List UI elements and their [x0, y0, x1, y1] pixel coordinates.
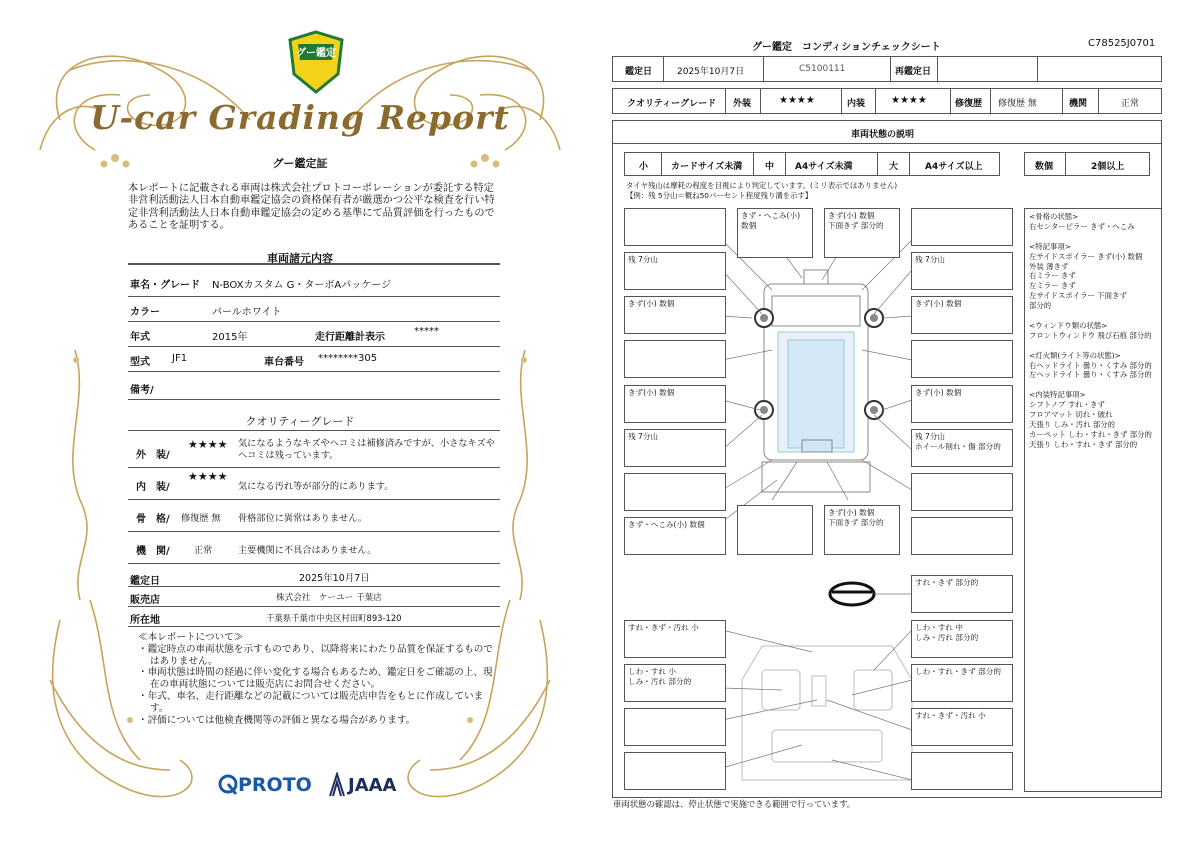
- damage-box-right-2: 残 7分山: [911, 252, 1013, 290]
- jaaa-logo-text: JAAA: [348, 775, 397, 796]
- damage-box-right-3: きず(小) 数個: [911, 296, 1013, 334]
- goo-emblem-icon: [286, 30, 346, 94]
- engine-value: 正常: [1121, 99, 1140, 109]
- tire-note: タイヤ残山は摩耗の程度を目視により判定しています。(ミリ表示ではありません): [626, 181, 898, 190]
- damage-text: しみ・汚れ 部分的: [915, 633, 979, 642]
- spec-row-name: [128, 272, 500, 297]
- remark-line: 左サイドスポイラー きず(小) 数個: [1029, 251, 1143, 261]
- size-small-desc: カードサイズ未満: [671, 162, 743, 172]
- interior-box-left-4: [624, 752, 726, 790]
- interior-box-right-2: [911, 620, 1013, 658]
- spec-row-model: [128, 347, 500, 372]
- certificate-intro: 本レポートに記載される車両は株式会社プロトコーポレーションが委託する特定非営利活動法人日本自動車鑑定協会の資格保有者が厳選かつ公平な検査を行い特定非営利活動法人日本自動車鑑定協会の定める基準にて品質評価を行ったものであることを証明する。: [128, 183, 495, 232]
- interior-box-right-5: [911, 752, 1013, 790]
- damage-box-top-2: [824, 208, 900, 258]
- emblem-label: グー鑑定: [296, 48, 336, 59]
- date-label: 鑑定日: [130, 576, 160, 587]
- remark-line: [1029, 380, 1157, 390]
- damage-text: きず(小) 数個: [828, 508, 875, 517]
- exterior-label: 外 装/: [136, 450, 170, 461]
- remark-line: 左ヘッドライト 曇り・くすみ 部分的: [1029, 370, 1152, 380]
- inspection-date-row: [612, 56, 1162, 82]
- damage-text: しみ・汚れ 部分的: [628, 677, 692, 686]
- note-item: ・車両状態は時間の経過に伴い変化する場合もあるため、鑑定日をご確認の上、現在の車両状態については販売店にお問合せください。: [138, 667, 493, 691]
- damage-box-top-1: きず・へこみ(小) 数個: [737, 208, 813, 258]
- remark-line: <内装特記事項>: [1029, 390, 1086, 400]
- remark-line: フロントウィンドウ 飛び石痕 部分的: [1029, 330, 1152, 340]
- damage-box-right-4: [911, 340, 1013, 378]
- model-label: 型式: [130, 357, 150, 368]
- jaaa-logo-icon: [328, 772, 346, 798]
- condition-heading-bar: [612, 120, 1162, 144]
- interior-box-left-3: [624, 708, 726, 746]
- sheet-id: C5100111: [799, 64, 846, 74]
- sheet-footer: 車両状態の確認は、停止状態で実施できる範囲で行っています。: [613, 799, 856, 809]
- color-label: カラー: [130, 307, 160, 318]
- damage-text: 残 7分山: [915, 432, 946, 441]
- sheet-code: C78525J0701: [1088, 38, 1156, 49]
- interior-box-left-2: [624, 664, 726, 702]
- remark-line: <骨格の状態>: [1029, 212, 1079, 221]
- interior-box-right-1: すれ・きず 部分的: [911, 575, 1013, 613]
- spec-row-color: [128, 297, 500, 322]
- remark-line: 外装 薄きず: [1029, 261, 1069, 271]
- report-notes: [138, 632, 498, 726]
- frame-label: 骨 格/: [136, 514, 170, 525]
- exterior-text: 気になるようなキズやヘコミは補修済みですが、小さなキズやヘコミは残っています。: [238, 438, 495, 461]
- size-legend: [624, 152, 1000, 176]
- interior-box-right-3: しわ・すれ・きず 部分的: [911, 664, 1013, 702]
- damage-box-left-2: 残 7分山: [624, 252, 726, 290]
- damage-text: きず(小) 数個: [828, 211, 875, 220]
- damage-box-left-7: [624, 473, 726, 511]
- exterior-label: 外装: [733, 99, 752, 109]
- year-label: 年式: [130, 332, 150, 343]
- remark-line: 右ミラー きず: [1029, 271, 1076, 281]
- damage-box-bottom-3: [911, 517, 1013, 555]
- proto-logo-text: PROTO: [238, 774, 312, 796]
- date-value: 2025年10月7日: [677, 67, 745, 77]
- mileage-label: 走行距離計表示: [315, 332, 385, 343]
- remarks-label: 備考/: [130, 385, 154, 396]
- damage-text: 下面きず 部分的: [828, 221, 884, 230]
- interior-stars: ★★★★: [891, 95, 927, 106]
- interior-stars: ★★★★: [188, 470, 228, 483]
- grade-row-interior: [128, 468, 500, 500]
- size-medium: 中: [765, 162, 775, 172]
- size-medium-desc: A4サイズ未満: [795, 162, 853, 172]
- repair-value: 修復歴 無: [998, 99, 1037, 109]
- info-row-date: [128, 566, 500, 587]
- damage-box-left-6: 残 7分山: [624, 429, 726, 467]
- remark-line: [1029, 232, 1157, 242]
- frame-value: 修復歴 無: [181, 513, 221, 524]
- damage-box-right-6: [911, 429, 1013, 467]
- remark-line: 右ヘッドライト 曇り・くすみ 部分的: [1029, 360, 1152, 370]
- exterior-stars: ★★★★: [779, 95, 815, 106]
- size-large-desc: A4サイズ以上: [925, 162, 983, 172]
- chassis-value: ********305: [318, 353, 378, 364]
- damage-text: しわ・すれ 小: [628, 667, 676, 676]
- condition-heading: 車両状態の説明: [851, 130, 915, 140]
- damage-box-bottom-2: [824, 505, 900, 555]
- remark-line: 部分的: [1029, 301, 1052, 311]
- engine-value: 正常: [194, 545, 213, 556]
- info-row-shop: [128, 587, 500, 607]
- interior-text: 気になる汚れ等が部分的にあります。: [238, 481, 394, 492]
- tire-note-example: 【例：残 5分山＝概ね50パーセント程度残り溝を示す】: [626, 191, 813, 200]
- count-legend: [1024, 152, 1150, 176]
- remark-line: フロアマット 切れ・破れ: [1029, 410, 1113, 420]
- damage-box-left-3: きず(小) 数個: [624, 296, 726, 334]
- damage-text: ホイール削れ・傷 部分的: [915, 442, 1001, 451]
- remark-line: シフトノブ すれ・きず: [1029, 400, 1105, 410]
- remark-line: <灯火類(ライト等の状態)>: [1029, 350, 1121, 360]
- remark-line: [1029, 341, 1157, 351]
- specs-heading: 車両諸元内容: [267, 252, 333, 265]
- grade-row-engine: [128, 532, 500, 564]
- interior-box-left-1: すれ・きず・汚れ 小: [624, 620, 726, 658]
- name-value: N-BOXカスタム G・ターボAパッケージ: [212, 280, 392, 291]
- address-label: 所在地: [130, 615, 160, 626]
- date-value: 2025年10月7日: [299, 573, 370, 584]
- note-item: ・鑑定時点の車両状態を示すものであり、以降将来にわたり品質を保証するものではありません。: [138, 643, 493, 667]
- exterior-stars: ★★★★: [188, 438, 228, 451]
- remark-line: 右センターピラー きず・へこみ: [1029, 221, 1135, 231]
- damage-box-right-7: [911, 473, 1013, 511]
- info-row-address: [128, 607, 500, 627]
- interior-box-right-4: すれ・きず・汚れ 小: [911, 708, 1013, 746]
- divider: [128, 263, 500, 265]
- quality-label: クオリティーグレード: [627, 99, 717, 109]
- remark-line: 左サイドスポイラー 下面きず: [1029, 291, 1127, 301]
- remark-line: <特記事項>: [1029, 241, 1071, 251]
- reinspect-label: 再鑑定日: [895, 67, 932, 77]
- quality-grade-row: [612, 88, 1162, 114]
- count-label: 数個: [1035, 162, 1054, 172]
- frame-text: 骨格部位に異常はありません。: [238, 513, 368, 524]
- proto-logo-icon: [218, 774, 238, 796]
- count-desc: 2個以上: [1091, 162, 1125, 172]
- engine-text: 主要機関に不具合はありません。: [238, 545, 377, 556]
- condition-remarks: [1024, 208, 1162, 792]
- interior-label: 内装: [847, 99, 866, 109]
- interior-label: 内 装/: [136, 482, 170, 493]
- note-item: ・評価については他検査機関等の評価と異なる場合があります。: [138, 714, 416, 726]
- engine-label: 機関: [1069, 99, 1088, 109]
- mileage-value: *****: [414, 326, 439, 337]
- chassis-label: 車台番号: [264, 357, 304, 368]
- damage-box-left-1: [624, 208, 726, 246]
- divider: [128, 430, 500, 431]
- damage-box-left-4: [624, 340, 726, 378]
- report-script-title: U-car Grading Report: [90, 98, 510, 137]
- spec-row-year: [128, 322, 500, 347]
- model-value: JF1: [172, 353, 188, 364]
- spec-row-remarks: [128, 372, 500, 400]
- year-value: 2015年: [212, 332, 248, 343]
- remark-line: 左ミラー きず: [1029, 281, 1076, 291]
- grade-row-frame: [128, 500, 500, 532]
- certificate-title: グー鑑定証: [272, 157, 328, 170]
- note-item: ・年式、車名、走行距離などの記載については販売店申告をもとに作成しています。: [138, 690, 484, 714]
- notes-heading: ≪本レポートについて≫: [138, 632, 244, 643]
- size-small: 小: [639, 162, 649, 172]
- name-label: 車名・グレード: [130, 280, 200, 291]
- quality-heading: クオリティーグレード: [245, 415, 355, 428]
- damage-box-left-5: きず(小) 数個: [624, 385, 726, 423]
- size-large: 大: [889, 162, 899, 172]
- repair-label: 修復歴: [955, 99, 983, 109]
- remark-line: <ウィンドウ類の状態>: [1029, 320, 1108, 330]
- damage-box-bottom-1: [737, 505, 813, 555]
- remark-line: カーペット しわ・すれ・きず 部分的: [1029, 429, 1152, 439]
- date-label: 鑑定日: [625, 67, 653, 77]
- grade-row-exterior: [128, 432, 500, 468]
- shop-value: 株式会社 ケーユー 千葉店: [276, 593, 382, 603]
- engine-label: 機 関/: [136, 546, 170, 557]
- sponsor-logos: [218, 770, 418, 800]
- remark-line: 天張り しわ・すれ・きず 部分的: [1029, 439, 1138, 449]
- remark-line: 天張り しみ・汚れ 部分的: [1029, 419, 1115, 429]
- damage-box-top-3: [911, 208, 1013, 246]
- color-value: パールホワイト: [212, 307, 282, 318]
- shop-label: 販売店: [130, 595, 160, 606]
- damage-box-left-8: きず・へこみ(小) 数個: [624, 517, 726, 555]
- remark-line: [1029, 311, 1157, 321]
- sheet-title: グー鑑定 コンディションチェックシート: [752, 42, 941, 53]
- damage-box-right-5: きず(小) 数個: [911, 385, 1013, 423]
- damage-text: しわ・すれ 中: [915, 623, 963, 632]
- damage-text: 下面きず 部分的: [828, 518, 884, 527]
- address-value: 千葉県千葉市中央区村田町893-120: [266, 613, 402, 623]
